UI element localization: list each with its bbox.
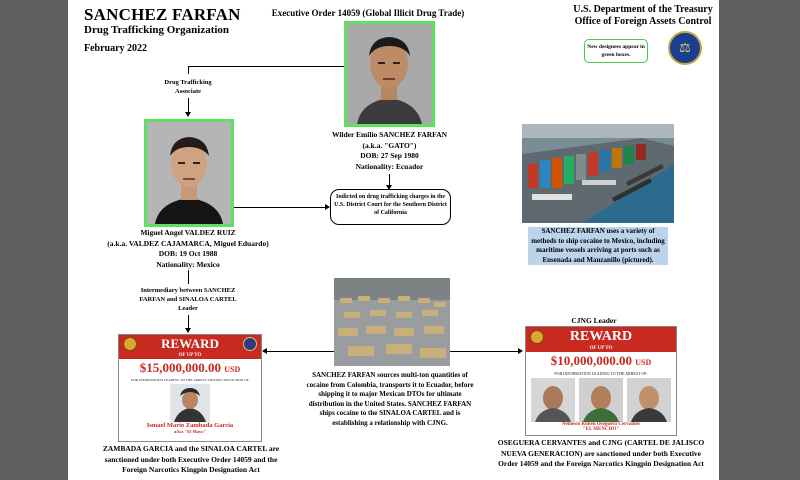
left-poster-caption: ZAMBADA GARCIA and the SINALOA CARTEL are sanctioned under both Executive Order 14059 and the Foreign Narcotics Kingpin Designation Act — [102, 444, 280, 474]
poster-reward-title: REWARD — [526, 327, 676, 346]
connector-line — [234, 207, 325, 208]
main-target-photo — [344, 21, 435, 127]
connector-line — [389, 174, 390, 185]
associate-dob: DOB: 19 Oct 1988 — [158, 249, 218, 258]
poster-target-name: Nemesio Ruben Oseguera Cervantes — [562, 422, 640, 427]
connector-line — [188, 66, 344, 67]
police-badge-icon — [123, 337, 137, 351]
left-reward-poster — [118, 334, 262, 442]
poster-amount: $15,000,000.00 — [139, 360, 221, 375]
poster-amount-row — [526, 353, 676, 371]
seizure-image — [334, 278, 450, 366]
poster-upto: OF UP TO — [119, 353, 261, 359]
agency-line-2: Office of Foreign Assets Control — [574, 16, 712, 27]
arrow-down-icon — [185, 328, 191, 333]
arrow-down-icon — [185, 112, 191, 117]
cjng-leader-label: CJNG Leader — [571, 316, 617, 325]
main-target-name: Wilder Emilio SANCHEZ FARFAN — [331, 130, 448, 139]
poster-info: FOR INFORMATION LEADING TO THE ARREST AND/OR CONVICTION OF — [131, 378, 249, 382]
poster-amount-row — [119, 360, 261, 378]
page-subtitle: Drug Trafficking Organization — [84, 24, 230, 36]
right-reward-poster — [525, 326, 677, 436]
arrow-right-icon — [518, 348, 523, 354]
associate-aka: (a.k.a. VALDEZ CAJAMARCA, Miguel Eduardo) — [107, 238, 269, 248]
associate-nationality: Nationality: Mexico — [156, 259, 220, 269]
poster-target-name: Ismael Mario Zambada Garcia — [146, 422, 234, 429]
port-photo — [522, 124, 674, 223]
agency-name — [568, 4, 718, 28]
wanted-portrait-image — [170, 384, 210, 422]
poster-target-alias: a/k/a "El Mayo" — [174, 429, 206, 434]
treasury-seal-icon: ⚖ — [668, 31, 702, 65]
connector-line — [188, 98, 189, 112]
state-seal-icon — [243, 337, 257, 351]
connector-line — [450, 351, 518, 352]
main-target-dob: DOB: 27 Sep 1980 — [360, 151, 419, 160]
poster-upto: OF UP TO — [526, 346, 676, 352]
port-caption: SANCHEZ FARFAN uses a variety of methods to ship cocaine to Mexico, including maritime vessels arriving at ports such as Ensenada and Manzanillo (pictured). — [528, 227, 668, 265]
cocaine-seizure-photo — [334, 278, 450, 366]
portrait-image — [347, 24, 432, 124]
connector-line — [188, 270, 189, 284]
associate-details — [98, 228, 278, 270]
arrow-left-icon — [262, 348, 267, 354]
center-description: SANCHEZ FARFAN sources multi-ton quantities of cocaine from Colombia, transports it to Ecuador, before shipping it to major Mexican DTOs for ultimate distribution in the United States. SANCHEZ FARFAN ships cocaine to the SINALOA CARTEL and is establishing a relationship with CJNG. — [306, 371, 474, 427]
connector-line — [188, 66, 189, 74]
portrait-image — [147, 122, 231, 224]
poster-info: FOR INFORMATION LEADING TO THE ARREST OF: — [554, 371, 648, 376]
port-image — [522, 124, 674, 223]
main-target-details — [308, 130, 471, 172]
new-designees-note: New designees appear in green boxes. — [584, 39, 648, 63]
connector-line — [188, 315, 189, 328]
associate-photo — [144, 119, 234, 227]
associate-relation-label: Drug Trafficking Associate — [164, 79, 212, 95]
main-target-nationality: Nationality: Ecuador — [355, 161, 424, 171]
org-chart-page — [68, 0, 719, 480]
wanted-portraits-image — [529, 378, 673, 422]
page-date: February 2022 — [84, 43, 148, 54]
connector-line — [267, 351, 334, 352]
executive-order-label: Executive Order 14059 (Global Illicit Drug Trade) — [271, 8, 465, 18]
poster-currency: USD — [635, 358, 652, 367]
right-poster-caption: OSEGUERA CERVANTES and CJNG (CARTEL DE JALISCO NUEVA GENERACION) are sanctioned under both Executive Order 14059 and the Foreign Narcotics Kingpin Designation Act — [497, 438, 705, 468]
poster-reward-title: REWARD — [119, 335, 261, 353]
associate-name: Miguel Angel VALDEZ RUIZ — [140, 228, 236, 237]
police-badge-icon — [530, 330, 544, 344]
agency-line-1: U.S. Department of the Treasury — [573, 4, 713, 15]
main-target-aka: (a.k.a. "GATO") — [362, 140, 417, 150]
poster-currency: USD — [224, 365, 241, 374]
poster-amount: $10,000,000.00 — [550, 353, 632, 368]
page-title: SANCHEZ FARFAN — [84, 5, 241, 24]
poster-target-alias: "EL MENCHO" — [582, 427, 620, 432]
indictment-box: Indicted on drug trafficking charges in the U.S. District Court for the Southern District of California — [330, 189, 451, 225]
intermediary-label: Intermediary between SANCHEZ FARFAN and SINALOA CARTEL Leader — [139, 287, 237, 312]
